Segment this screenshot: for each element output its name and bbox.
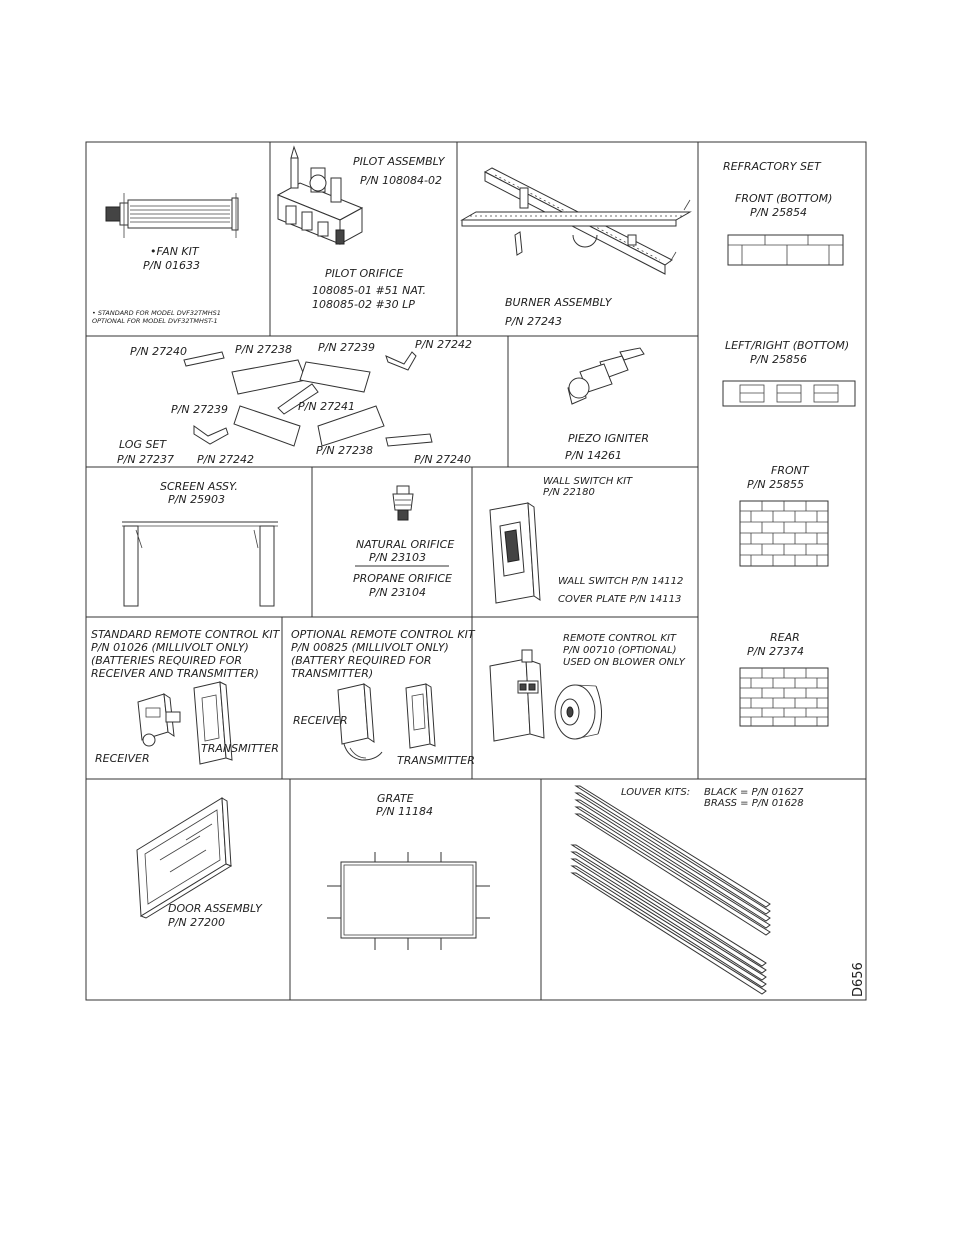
pilot-name: PILOT ASSEMBLY — [353, 155, 445, 168]
fan-kit-note-2: OPTIONAL FOR MODEL DVF32TMHST-1 — [92, 317, 218, 325]
fan-kit-note-1: • STANDARD FOR MODEL DVF32TMHS1 — [92, 309, 221, 317]
screen-name: SCREEN ASSY. — [160, 480, 238, 493]
opt-remote-line-1: OPTIONAL REMOTE CONTROL KIT — [291, 628, 475, 641]
piezo-pn: P/N 14261 — [565, 449, 623, 462]
log-set-cell — [117, 338, 472, 466]
log-label-27240-b: P/N 27240 — [414, 453, 472, 466]
refractory-lr-bottom: LEFT/RIGHT (BOTTOM) — [725, 339, 850, 352]
screen-cell — [122, 480, 278, 606]
door-name: DOOR ASSEMBLY — [168, 902, 262, 915]
opt-remote-line-3: (BATTERY REQUIRED FOR — [291, 654, 432, 667]
orifice-cell — [353, 486, 454, 599]
log-label-27240-a: P/N 27240 — [130, 345, 188, 358]
std-remote-line-2: P/N 01026 (MILLIVOLT ONLY) — [91, 641, 249, 654]
fan-kit-name: •FAN KIT — [150, 245, 199, 258]
refractory-front: FRONT — [771, 464, 809, 477]
refractory-rear-pn: P/N 27374 — [747, 645, 805, 658]
log-label-27241: P/N 27241 — [298, 400, 356, 413]
propane-orifice-name: PROPANE ORIFICE — [353, 572, 452, 585]
std-receiver-icon — [138, 694, 180, 746]
std-remote-line-1: STANDARD REMOTE CONTROL KIT — [91, 628, 280, 641]
log-label-27238-a: P/N 27238 — [235, 343, 293, 356]
refractory-front-bottom-pn: P/N 25854 — [750, 206, 808, 219]
blower-remote-line-3: USED ON BLOWER ONLY — [563, 657, 685, 668]
refractory-cell — [723, 160, 855, 726]
log-label-27242-a: P/N 27242 — [415, 338, 473, 351]
log-label-27239-b: P/N 27239 — [171, 403, 229, 416]
log-label-27238-b: P/N 27238 — [316, 444, 374, 457]
pilot-orifice-2: 108085-02 #30 LP — [312, 298, 415, 311]
door-cell — [137, 798, 263, 929]
log-pieces-icon — [184, 352, 432, 446]
pilot-orifice-1: 108085-01 #51 NAT. — [312, 284, 427, 297]
pilot-pn: P/N 108084-02 — [360, 174, 443, 187]
louver-title: LOUVER KITS: — [621, 787, 691, 798]
burner-name: BURNER ASSEMBLY — [505, 296, 612, 309]
wall-switch-name: WALL SWITCH KIT — [543, 476, 633, 487]
piezo-igniter-icon — [568, 348, 644, 404]
natural-orifice-pn: P/N 23103 — [369, 551, 427, 564]
burner-pn: P/N 27243 — [505, 315, 563, 328]
pilot-orifice-title: PILOT ORIFICE — [325, 267, 404, 280]
piezo-cell — [565, 348, 649, 462]
wall-switch-pn: P/N 22180 — [543, 487, 595, 498]
wall-switch-cover: COVER PLATE P/N 14113 — [558, 594, 682, 605]
opt-transmitter-icon — [406, 684, 435, 748]
screen-pn: P/N 25903 — [168, 493, 226, 506]
orifice-icon — [393, 486, 413, 520]
std-remote-line-4: RECEIVER AND TRANSMITTER) — [91, 667, 259, 680]
opt-transmitter-label: TRANSMITTER — [397, 754, 475, 767]
opt-remote-cell — [291, 628, 476, 767]
pilot-cell — [278, 147, 446, 311]
log-label-27239-a: P/N 27239 — [318, 341, 376, 354]
log-set-title-pn: P/N 27237 — [117, 453, 175, 466]
pilot-assembly-icon — [278, 147, 362, 244]
propane-orifice-pn: P/N 23104 — [369, 586, 427, 599]
grate-icon — [327, 852, 490, 950]
std-receiver-label: RECEIVER — [95, 752, 150, 765]
refractory-rear-brick-icon — [740, 668, 828, 726]
blower-remote-line-2: P/N 00710 (OPTIONAL) — [563, 645, 677, 656]
grate-pn: P/N 11184 — [376, 805, 434, 818]
std-remote-cell — [91, 628, 281, 765]
fan-kit-cell — [92, 193, 238, 325]
drawing-id: D656 — [851, 962, 866, 997]
louver-brass: BRASS = P/N 01628 — [704, 798, 804, 809]
wall-switch-icon — [490, 503, 540, 603]
louver-cell — [572, 786, 866, 997]
refractory-front-bottom: FRONT (BOTTOM) — [735, 192, 833, 205]
natural-orifice-name: NATURAL ORIFICE — [356, 538, 455, 551]
refractory-front-brick-icon — [740, 501, 828, 566]
grate-name: GRATE — [377, 792, 414, 805]
wall-switch-part: WALL SWITCH P/N 14112 — [558, 576, 684, 587]
blower-transmitter-icon — [555, 685, 602, 739]
burner-assembly-icon — [462, 168, 690, 274]
refractory-title: REFRACTORY SET — [723, 160, 821, 173]
std-remote-line-3: (BATTERIES REQUIRED FOR — [91, 654, 243, 667]
wall-switch-cell — [490, 476, 683, 605]
opt-receiver-label: RECEIVER — [293, 714, 348, 727]
blower-receiver-icon — [490, 650, 544, 741]
piezo-name: PIEZO IGNITER — [568, 432, 650, 445]
fan-kit-icon — [106, 193, 238, 238]
fan-kit-pn: P/N 01633 — [143, 259, 201, 272]
burner-cell — [462, 168, 690, 328]
screen-assembly-icon — [122, 522, 278, 606]
door-pn: P/N 27200 — [168, 916, 226, 929]
louver-bottom-set-icon — [572, 845, 766, 994]
louver-black: BLACK = P/N 01627 — [704, 787, 804, 798]
refractory-rear: REAR — [770, 631, 800, 644]
grate-cell — [327, 792, 490, 950]
opt-remote-line-4: TRANSMITTER) — [291, 667, 374, 680]
refractory-front-pn: P/N 25855 — [747, 478, 805, 491]
door-assembly-icon — [137, 798, 231, 918]
refractory-lr-bottom-icon — [723, 381, 855, 406]
blower-remote-line-1: REMOTE CONTROL KIT — [563, 633, 676, 644]
log-set-title: LOG SET — [119, 438, 167, 451]
opt-remote-line-2: P/N 00825 (MILLIVOLT ONLY) — [291, 641, 449, 654]
refractory-lr-bottom-pn: P/N 25856 — [750, 353, 808, 366]
std-transmitter-label: TRANSMITTER — [201, 742, 279, 755]
blower-remote-cell — [490, 633, 686, 741]
refractory-front-bottom-icon — [728, 235, 843, 265]
log-label-27242-b: P/N 27242 — [197, 453, 255, 466]
